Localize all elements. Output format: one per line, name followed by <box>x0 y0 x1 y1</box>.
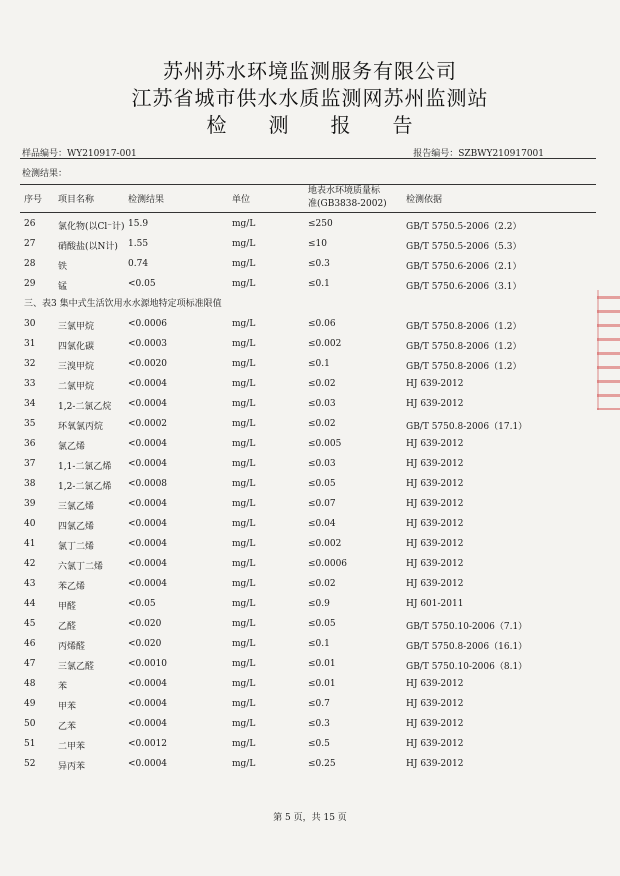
standard-limit: ≤0.03 <box>308 459 336 469</box>
row-number: 36 <box>24 439 36 449</box>
table-row <box>20 254 600 274</box>
standard-limit: ≤0.02 <box>308 419 336 429</box>
table-row <box>20 234 600 254</box>
result-value: <0.0004 <box>128 759 168 769</box>
result-value: <0.0004 <box>128 499 168 509</box>
result-value: 1.55 <box>128 239 149 249</box>
item-name: 环氧氯丙烷 <box>58 422 104 432</box>
row-number: 34 <box>24 399 36 409</box>
col-header-name: 项目名称 <box>58 195 95 205</box>
table-row <box>20 474 600 494</box>
result-value: <0.05 <box>128 599 156 609</box>
unit-value: mg/L <box>232 359 256 369</box>
row-number: 50 <box>24 719 36 729</box>
item-name: 三氯甲烷 <box>58 322 95 332</box>
test-method: GB/T 5750.8-2006（1.2） <box>406 342 522 352</box>
unit-value: mg/L <box>232 219 256 229</box>
row-number: 39 <box>24 499 36 509</box>
result-value: <0.0010 <box>128 659 168 669</box>
col-header-unit: 单位 <box>232 195 251 205</box>
standard-limit: ≤0.01 <box>308 679 336 689</box>
standard-limit: ≤0.1 <box>308 359 330 369</box>
unit-value: mg/L <box>232 419 256 429</box>
col-header-standard <box>308 185 387 211</box>
unit-value: mg/L <box>232 759 256 769</box>
unit-value: mg/L <box>232 239 256 249</box>
row-number: 41 <box>24 539 36 549</box>
table-row <box>20 514 600 534</box>
test-method: HJ 639-2012 <box>406 479 464 489</box>
row-number: 42 <box>24 559 36 569</box>
row-number: 46 <box>24 639 36 649</box>
standard-limit: ≤0.01 <box>308 659 336 669</box>
item-name: 甲醛 <box>58 602 77 612</box>
test-method: HJ 639-2012 <box>406 399 464 409</box>
table-row <box>20 714 600 734</box>
test-method: HJ 639-2012 <box>406 519 464 529</box>
unit-value: mg/L <box>232 599 256 609</box>
standard-limit: ≤0.05 <box>308 619 336 629</box>
unit-value: mg/L <box>232 459 256 469</box>
report-title-char: 检 <box>206 113 228 137</box>
table-row <box>20 694 600 714</box>
result-value: <0.0004 <box>128 379 168 389</box>
standard-limit: ≤0.002 <box>308 339 342 349</box>
unit-value: mg/L <box>232 539 256 549</box>
standard-limit: ≤0.05 <box>308 479 336 489</box>
standard-limit: ≤0.06 <box>308 319 336 329</box>
item-name: 铁 <box>58 262 68 272</box>
result-value: <0.0002 <box>128 419 168 429</box>
col-header-result: 检测结果 <box>128 195 165 205</box>
item-name: 苯乙烯 <box>58 582 86 592</box>
result-value: <0.0004 <box>128 539 168 549</box>
result-value: <0.0004 <box>128 679 168 689</box>
item-name: 硝酸盐(以N计) <box>58 242 118 252</box>
standard-limit: ≤0.002 <box>308 539 342 549</box>
unit-value: mg/L <box>232 479 256 489</box>
test-method: GB/T 5750.5-2006（5.3） <box>406 242 522 252</box>
table-row <box>20 654 600 674</box>
unit-value: mg/L <box>232 519 256 529</box>
item-name: 丙烯醛 <box>58 642 86 652</box>
result-value: <0.0003 <box>128 339 168 349</box>
test-method: GB/T 5750.8-2006（17.1） <box>406 422 528 432</box>
test-method: GB/T 5750.5-2006（2.2） <box>406 222 522 232</box>
standard-limit: ≤0.07 <box>308 499 336 509</box>
test-method: GB/T 5750.6-2006（3.1） <box>406 282 522 292</box>
unit-value: mg/L <box>232 699 256 709</box>
unit-value: mg/L <box>232 259 256 269</box>
row-number: 35 <box>24 419 36 429</box>
col-header-standard-line2: 准(GB3838-2002) <box>308 199 387 209</box>
row-number: 49 <box>24 699 36 709</box>
item-name: 三氯乙醛 <box>58 662 95 672</box>
unit-value: mg/L <box>232 619 256 629</box>
standard-limit: ≤0.04 <box>308 519 336 529</box>
test-method: HJ 639-2012 <box>406 559 464 569</box>
standard-limit: ≤0.02 <box>308 379 336 389</box>
unit-value: mg/L <box>232 719 256 729</box>
test-method: HJ 639-2012 <box>406 739 464 749</box>
unit-value: mg/L <box>232 339 256 349</box>
row-number: 40 <box>24 519 36 529</box>
col-header-method: 检测依据 <box>406 195 443 205</box>
table-row <box>20 374 600 394</box>
item-name: 苯 <box>58 682 68 692</box>
test-method: GB/T 5750.6-2006（2.1） <box>406 262 522 272</box>
result-value: <0.0008 <box>128 479 168 489</box>
table-row <box>20 554 600 574</box>
test-method: HJ 639-2012 <box>406 439 464 449</box>
table-row <box>20 414 600 434</box>
item-name: 乙醛 <box>58 622 77 632</box>
result-value: <0.0004 <box>128 559 168 569</box>
col-header-no: 序号 <box>24 195 43 205</box>
standard-limit: ≤0.25 <box>308 759 336 769</box>
table-row <box>20 574 600 594</box>
row-number: 44 <box>24 599 36 609</box>
result-value: <0.0004 <box>128 579 168 589</box>
table-row <box>20 274 600 294</box>
unit-value: mg/L <box>232 639 256 649</box>
standard-limit: ≤10 <box>308 239 327 249</box>
row-number: 51 <box>24 739 36 749</box>
test-method: HJ 639-2012 <box>406 539 464 549</box>
row-number: 52 <box>24 759 36 769</box>
row-number: 48 <box>24 679 36 689</box>
row-number: 32 <box>24 359 36 369</box>
station-name: 江苏省城市供水水质监测网苏州监测站 <box>131 86 489 110</box>
standard-limit: ≤0.0006 <box>308 559 348 569</box>
table-row <box>20 454 600 474</box>
result-value: <0.0004 <box>128 399 168 409</box>
row-number: 26 <box>24 219 36 229</box>
results-label: 检测结果： <box>22 169 68 179</box>
table-row <box>20 594 600 614</box>
standard-limit: ≤0.7 <box>308 699 330 709</box>
result-value: <0.0006 <box>128 319 168 329</box>
test-method: GB/T 5750.8-2006（16.1） <box>406 642 528 652</box>
seal-stamp <box>597 290 620 410</box>
section-title: 三、表3 集中式生活饮用水水源地特定项标准限值 <box>24 299 222 309</box>
unit-value: mg/L <box>232 739 256 749</box>
row-number: 45 <box>24 619 36 629</box>
result-value: <0.0004 <box>128 459 168 469</box>
row-number: 28 <box>24 259 36 269</box>
item-name: 氯丁二烯 <box>58 542 95 552</box>
result-value: <0.020 <box>128 619 162 629</box>
table-row <box>20 674 600 694</box>
result-value: <0.05 <box>128 279 156 289</box>
row-number: 33 <box>24 379 36 389</box>
item-name: 四氯化碳 <box>58 342 95 352</box>
test-method: HJ 639-2012 <box>406 499 464 509</box>
unit-value: mg/L <box>232 439 256 449</box>
test-method: HJ 639-2012 <box>406 459 464 469</box>
unit-value: mg/L <box>232 319 256 329</box>
unit-value: mg/L <box>232 499 256 509</box>
test-method: GB/T 5750.8-2006（1.2） <box>406 322 522 332</box>
divider <box>20 158 596 159</box>
test-method: HJ 639-2012 <box>406 719 464 729</box>
table-row <box>20 734 600 754</box>
item-name: 1,2-二氯乙烷 <box>58 402 112 412</box>
unit-value: mg/L <box>232 399 256 409</box>
table-row <box>20 494 600 514</box>
item-name: 二氯甲烷 <box>58 382 95 392</box>
item-name: 乙苯 <box>58 722 77 732</box>
report-title-char: 测 <box>268 113 290 137</box>
test-method: HJ 601-2011 <box>406 599 464 609</box>
standard-limit: ≤0.1 <box>308 279 330 289</box>
unit-value: mg/L <box>232 659 256 669</box>
unit-value: mg/L <box>232 559 256 569</box>
table-row <box>20 534 600 554</box>
result-value: 0.74 <box>128 259 149 269</box>
test-method: HJ 639-2012 <box>406 699 464 709</box>
item-name: 三溴甲烷 <box>58 362 95 372</box>
standard-limit: ≤0.03 <box>308 399 336 409</box>
standard-limit: ≤250 <box>308 219 333 229</box>
table-row <box>20 314 600 334</box>
item-name: 三氯乙烯 <box>58 502 95 512</box>
result-value: <0.0020 <box>128 359 168 369</box>
result-value: <0.020 <box>128 639 162 649</box>
unit-value: mg/L <box>232 679 256 689</box>
item-name: 1,2-二氯乙烯 <box>58 482 112 492</box>
result-value: 15.9 <box>128 219 149 229</box>
standard-limit: ≤0.02 <box>308 579 336 589</box>
table-row <box>20 754 600 774</box>
result-value: <0.0004 <box>128 699 168 709</box>
test-method: HJ 639-2012 <box>406 579 464 589</box>
test-method: HJ 639-2012 <box>406 679 464 689</box>
table-row <box>20 334 600 354</box>
test-method: GB/T 5750.10-2006（7.1） <box>406 622 528 632</box>
standard-limit: ≤0.9 <box>308 599 330 609</box>
item-name: 二甲苯 <box>58 742 86 752</box>
report-number: 报告编号：SZBWY210917001 <box>413 149 544 159</box>
test-method: HJ 639-2012 <box>406 759 464 769</box>
row-number: 31 <box>24 339 36 349</box>
col-header-standard-line1: 地表水环境质量标 <box>308 186 381 196</box>
row-number: 37 <box>24 459 36 469</box>
report-title-char: 报 <box>330 113 352 137</box>
row-number: 47 <box>24 659 36 669</box>
standard-limit: ≤0.3 <box>308 719 330 729</box>
standard-limit: ≤0.3 <box>308 259 330 269</box>
divider <box>20 212 596 213</box>
standard-limit: ≤0.005 <box>308 439 342 449</box>
company-name: 苏州苏水环境监测服务有限公司 <box>163 59 457 83</box>
table-row <box>20 634 600 654</box>
row-number: 27 <box>24 239 36 249</box>
unit-value: mg/L <box>232 579 256 589</box>
item-name: 氯乙烯 <box>58 442 86 452</box>
item-name: 锰 <box>58 282 68 292</box>
test-method: GB/T 5750.8-2006（1.2） <box>406 362 522 372</box>
standard-limit: ≤0.5 <box>308 739 330 749</box>
row-number: 30 <box>24 319 36 329</box>
item-name: 1,1-二氯乙烯 <box>58 462 112 472</box>
standard-limit: ≤0.1 <box>308 639 330 649</box>
item-name: 甲苯 <box>58 702 77 712</box>
item-name: 异丙苯 <box>58 762 86 772</box>
row-number: 38 <box>24 479 36 489</box>
table-row <box>20 434 600 454</box>
result-value: <0.0004 <box>128 519 168 529</box>
report-title <box>0 114 620 136</box>
row-number: 43 <box>24 579 36 589</box>
result-value: <0.0012 <box>128 739 168 749</box>
report-title-char: 告 <box>392 113 414 137</box>
unit-value: mg/L <box>232 379 256 389</box>
sample-number: 样品编号：WY210917-001 <box>22 149 137 159</box>
item-name: 氯化物(以Cl⁻计) <box>58 222 125 232</box>
item-name: 四氯乙烯 <box>58 522 95 532</box>
table-row <box>20 214 600 234</box>
row-number: 29 <box>24 279 36 289</box>
unit-value: mg/L <box>232 279 256 289</box>
item-name: 六氯丁二烯 <box>58 562 104 572</box>
page-footer: 第 5 页，共 15 页 <box>273 813 347 823</box>
test-method: HJ 639-2012 <box>406 379 464 389</box>
table-row <box>20 614 600 634</box>
test-method: GB/T 5750.10-2006（8.1） <box>406 662 528 672</box>
result-value: <0.0004 <box>128 719 168 729</box>
table-row <box>20 394 600 414</box>
table-row <box>20 354 600 374</box>
result-value: <0.0004 <box>128 439 168 449</box>
